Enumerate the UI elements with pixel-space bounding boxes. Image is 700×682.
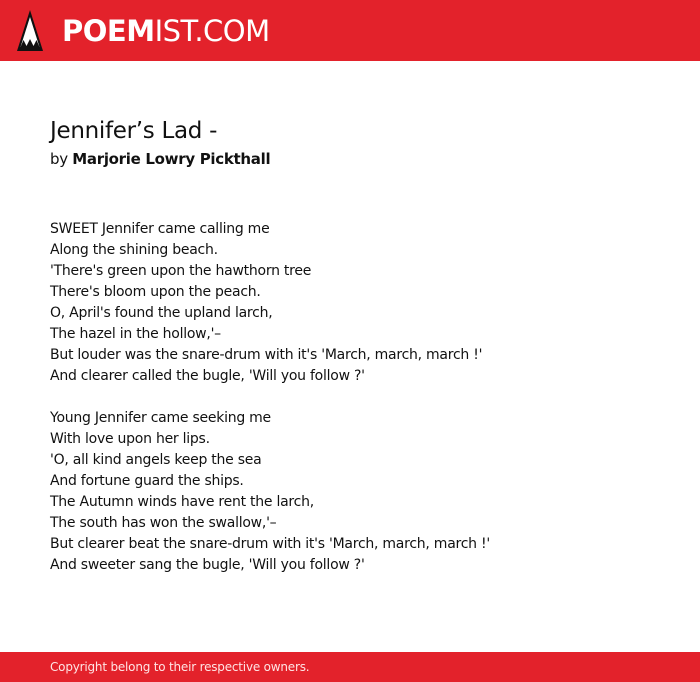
logo-bold-text: POEM [62, 14, 155, 48]
site-footer [0, 652, 700, 682]
poem-line: O, April's found the upland larch, [50, 305, 273, 321]
poem-line: 'O, all kind angels keep the sea [50, 452, 262, 468]
logo-light-text: IST.COM [154, 14, 270, 48]
poem-line: But clearer beat the snare-drum with it's 'March, march, march !' [50, 536, 490, 552]
pencil-tip-icon[interactable] [17, 10, 43, 51]
site-header [0, 0, 700, 61]
author-name[interactable]: Marjorie Lowry Pickthall [72, 150, 271, 168]
poem-line: The hazel in the hollow,'– [50, 326, 221, 342]
poem-line: With love upon her lips. [50, 431, 210, 447]
site-logo[interactable] [62, 11, 270, 51]
poem-line: 'There's green upon the hawthorn tree [50, 263, 312, 279]
poem-line: Young Jennifer came seeking me [50, 410, 271, 426]
copyright-text: Copyright belong to their respective owners. [50, 660, 310, 674]
poem-byline [50, 149, 270, 169]
poem-line: Along the shining beach. [50, 242, 218, 258]
poem-body [50, 219, 670, 597]
poem-line: SWEET Jennifer came calling me [50, 221, 270, 237]
poem-line: And clearer called the bugle, 'Will you follow ?' [50, 368, 365, 384]
stanza [50, 408, 670, 576]
stanza [50, 219, 670, 387]
by-label: by [50, 150, 68, 168]
poem-line: There's bloom upon the peach. [50, 284, 261, 300]
poem-line: And sweeter sang the bugle, 'Will you follow ?' [50, 557, 365, 573]
poem-line: The Autumn winds have rent the larch, [50, 494, 314, 510]
poem-line: But louder was the snare-drum with it's 'March, march, march !' [50, 347, 483, 363]
poem-line: The south has won the swallow,'– [50, 515, 277, 531]
poem-title: Jennifer’s Lad - [50, 118, 218, 144]
poem-line: And fortune guard the ships. [50, 473, 244, 489]
